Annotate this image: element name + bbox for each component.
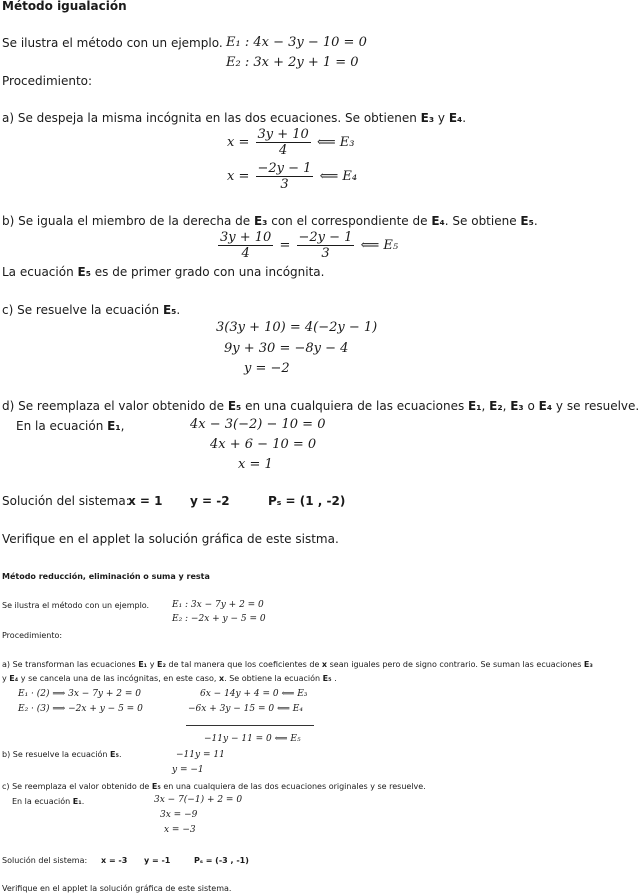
step-d-ref-e3: E₃ [510,399,524,413]
equation-e3-fraction [256,127,311,158]
step2-c-ref-e5: E₅ [151,782,161,791]
step-d-in-label: En la ecuación [16,419,108,433]
step2-a-l1-conj: y [147,660,157,669]
step-a-end: . [462,111,467,125]
step-b-ref-e4: E₄ [431,214,445,228]
step2-b-line2: y = −1 [172,765,204,775]
step-d-part2: en una cualquiera de las ecuaciones [241,399,469,413]
step-d-or: o [523,399,539,413]
solution-point: Pₛ = (1 , -2) [268,494,346,508]
step-b-part2: con el correspondiente de [267,214,432,228]
equation-e3 [227,127,354,158]
equation-e4-denominator: 3 [280,177,289,192]
step-b-part3: . Se obtiene [444,214,521,228]
result-e5: −11y − 11 = 0 ⟸ E₅ [204,734,301,744]
section-title-reduccion: Método reducción, eliminación o suma y resta [2,572,210,581]
procedure-label: Procedimiento: [2,74,93,88]
equation-e4-fraction [256,161,314,192]
e5-note-part2: es de primer grado con una incógnita. [90,265,325,279]
step-c-line3: y = −2 [244,361,290,376]
step-c-end: . [176,303,181,317]
equation-e5-den-left: 4 [241,246,250,261]
step2-a-l1-ref-e1: E₁ [138,660,148,669]
step-a-ref-e4: E₄ [448,111,463,125]
e5-note-ref: E₅ [77,265,91,279]
step-d-line1: 4x − 3(−2) − 10 = 0 [190,417,326,432]
equation-e5-num-left: 3y + 10 [220,230,272,245]
solution-x: x = 1 [128,494,163,508]
result-e4: −6x + 3y − 15 = 0 ⟸ E₄ [188,704,303,714]
step2-a-l1-ref-e2: E₂ [157,660,166,669]
step2-c-part2: en una cualquiera de las dos ecuaciones originales y se resuelve. [160,782,426,791]
step-d-ref-e5: E₅ [227,399,242,413]
step2-a-line2 [2,674,337,683]
equation2-e1: E₁ : 3x − 7y + 2 = 0 [172,600,264,610]
solution2-point: Pₛ = (-3 , -1) [194,856,249,865]
step-a-text-part: a) Se despeja la misma incógnita en las dos ecuaciones. Se obtienen [2,111,421,125]
step-d-end: y se resuelve. [552,399,639,413]
multiply-e2: E₂ · (3) ⟹ −2x + y − 5 = 0 [18,704,143,714]
equation-e3-tag: ⟸ E₃ [316,135,355,150]
equation-e5-equals: = [279,238,291,253]
procedure-label-2: Procedimiento: [2,631,63,640]
equation-e4-numerator: −2y − 1 [257,161,312,176]
solution2-x: x = -3 [101,856,128,865]
equation-e3-denominator: 4 [279,143,288,158]
sum-rule-line [186,725,314,726]
step-a-text [2,111,466,125]
result-e3: 6x − 14y + 4 = 0 ⟸ E₃ [200,689,308,699]
step-d-comma1: , [481,399,490,413]
step2-c-text [2,782,426,791]
step-c-part1: c) Se resuelve la ecuación [2,303,163,317]
step-d-in-ref-e1: E₁ [107,419,121,433]
solution2-y: y = -1 [144,856,171,865]
step-d-ref-e1: E₁ [468,399,482,413]
step2-a-l2-conj: y [2,674,10,683]
step2-a-line1 [2,660,593,669]
step-b-ref-e3: E₃ [253,214,268,228]
step-b-text [2,214,538,228]
equation-e4-tag: ⟸ E₄ [319,169,358,184]
step2-a-l1-part1: a) Se transforman las ecuaciones [2,660,139,669]
verify-text-2: Verifique en el applet la solución gráfica de este sistema. [2,884,232,893]
section-title-igualacion: Método igualación [2,0,127,13]
step2-a-l2-end: . [331,674,337,683]
verify-text: Verifique en el applet la solución gráfica de este sistma. [2,532,339,546]
step-c-ref-e5: E₅ [162,303,177,317]
step-d-comma2: , [502,399,511,413]
equation-e3-numerator: 3y + 10 [257,127,309,142]
step2-a-l1-ref-e3: E₃ [583,660,593,669]
equation-e5-fraction-left [218,230,273,261]
equation-e2: E₂ : 3x + 2y + 1 = 0 [226,55,359,70]
step-d-ref-e2: E₂ [489,399,503,413]
step-d-ref-e4: E₄ [538,399,553,413]
step-d-line2: 4x + 6 − 10 = 0 [210,437,317,452]
step2-c-in-end: . [81,797,85,806]
e5-note [2,265,324,279]
step2-c-part1: c) Se reemplaza el valor obtenido de [2,782,152,791]
step-a-ref-e3: E₃ [420,111,435,125]
step-b-ref-e5: E₅ [520,214,534,228]
step2-b-end: . [118,750,122,759]
step-d-part1: d) Se reemplaza el valor obtenido de [2,399,228,413]
step-c-line1: 3(3y + 10) = 4(−2y − 1) [216,320,378,335]
equation-e5-fraction-right [297,230,355,261]
step2-c-in-label: En la ecuación [12,797,73,806]
equation-e5 [216,230,398,261]
step2-a-l2-var-x: x [218,674,225,683]
solution-y: y = -2 [190,494,230,508]
equation-e3-lhs: x = [227,135,250,150]
step2-a-l1-var-x: x [321,660,328,669]
step-b-part1: b) Se iguala el miembro de la derecha de [2,214,254,228]
step2-a-l1-part3: sean iguales pero de signo contrario. Se suman las ecuaciones [327,660,584,669]
step2-a-l2-part1: y se cancela una de las incógnitas, en este caso, [18,674,219,683]
intro-text: Se ilustra el método con un ejemplo. [2,36,223,50]
step-d-text [2,399,639,413]
equation-e1: E₁ : 4x − 3y − 10 = 0 [226,35,367,50]
step2-c-line2: 3x = −9 [160,810,198,820]
equation-e5-den-right: 3 [321,246,330,261]
step-b-end: . [533,214,538,228]
step-d-line3: x = 1 [238,457,273,472]
step-d-in-equation [16,419,124,433]
multiply-e1: E₁ · (2) ⟹ 3x − 7y + 2 = 0 [18,689,141,699]
step2-c-in-ref-e1: E₁ [72,797,82,806]
equation-e5-num-right: −2y − 1 [298,230,353,245]
step2-a-l1-part2: de tal manera que los coeficientes de [165,660,322,669]
step-c-text [2,303,180,317]
step2-a-l2-ref-e5: E₅ [322,674,332,683]
step2-b-line1: −11y = 11 [176,750,225,760]
step-c-line2: 9y + 30 = −8y − 4 [224,341,349,356]
step2-c-line1: 3x − 7(−1) + 2 = 0 [154,795,243,805]
step2-b-ref-e5: E₅ [110,750,119,759]
step2-a-l2-part2: . Se obtiene la ecuación [224,674,323,683]
solution-label: Solución del sistema: [2,494,130,508]
equation-e4 [227,161,357,192]
equation-e5-tag: ⟸ E₅ [360,238,399,253]
solution-row [2,494,130,508]
solution2-label: Solución del sistema: [2,856,88,865]
step-d-in-end: , [120,419,125,433]
step2-c-in-equation [12,797,84,806]
equation2-e2: E₂ : −2x + y − 5 = 0 [172,614,266,624]
step2-b-text [2,750,122,759]
equation-e4-lhs: x = [227,169,250,184]
intro-text-2: Se ilustra el método con un ejemplo. [2,601,150,610]
e5-note-part1: La ecuación [2,265,78,279]
step2-b-part1: b) Se resuelve la ecuación [2,750,110,759]
step2-c-line3: x = −3 [164,825,196,835]
step-a-conj: y [434,111,449,125]
step2-a-l2-ref-e4: E₄ [9,674,19,683]
